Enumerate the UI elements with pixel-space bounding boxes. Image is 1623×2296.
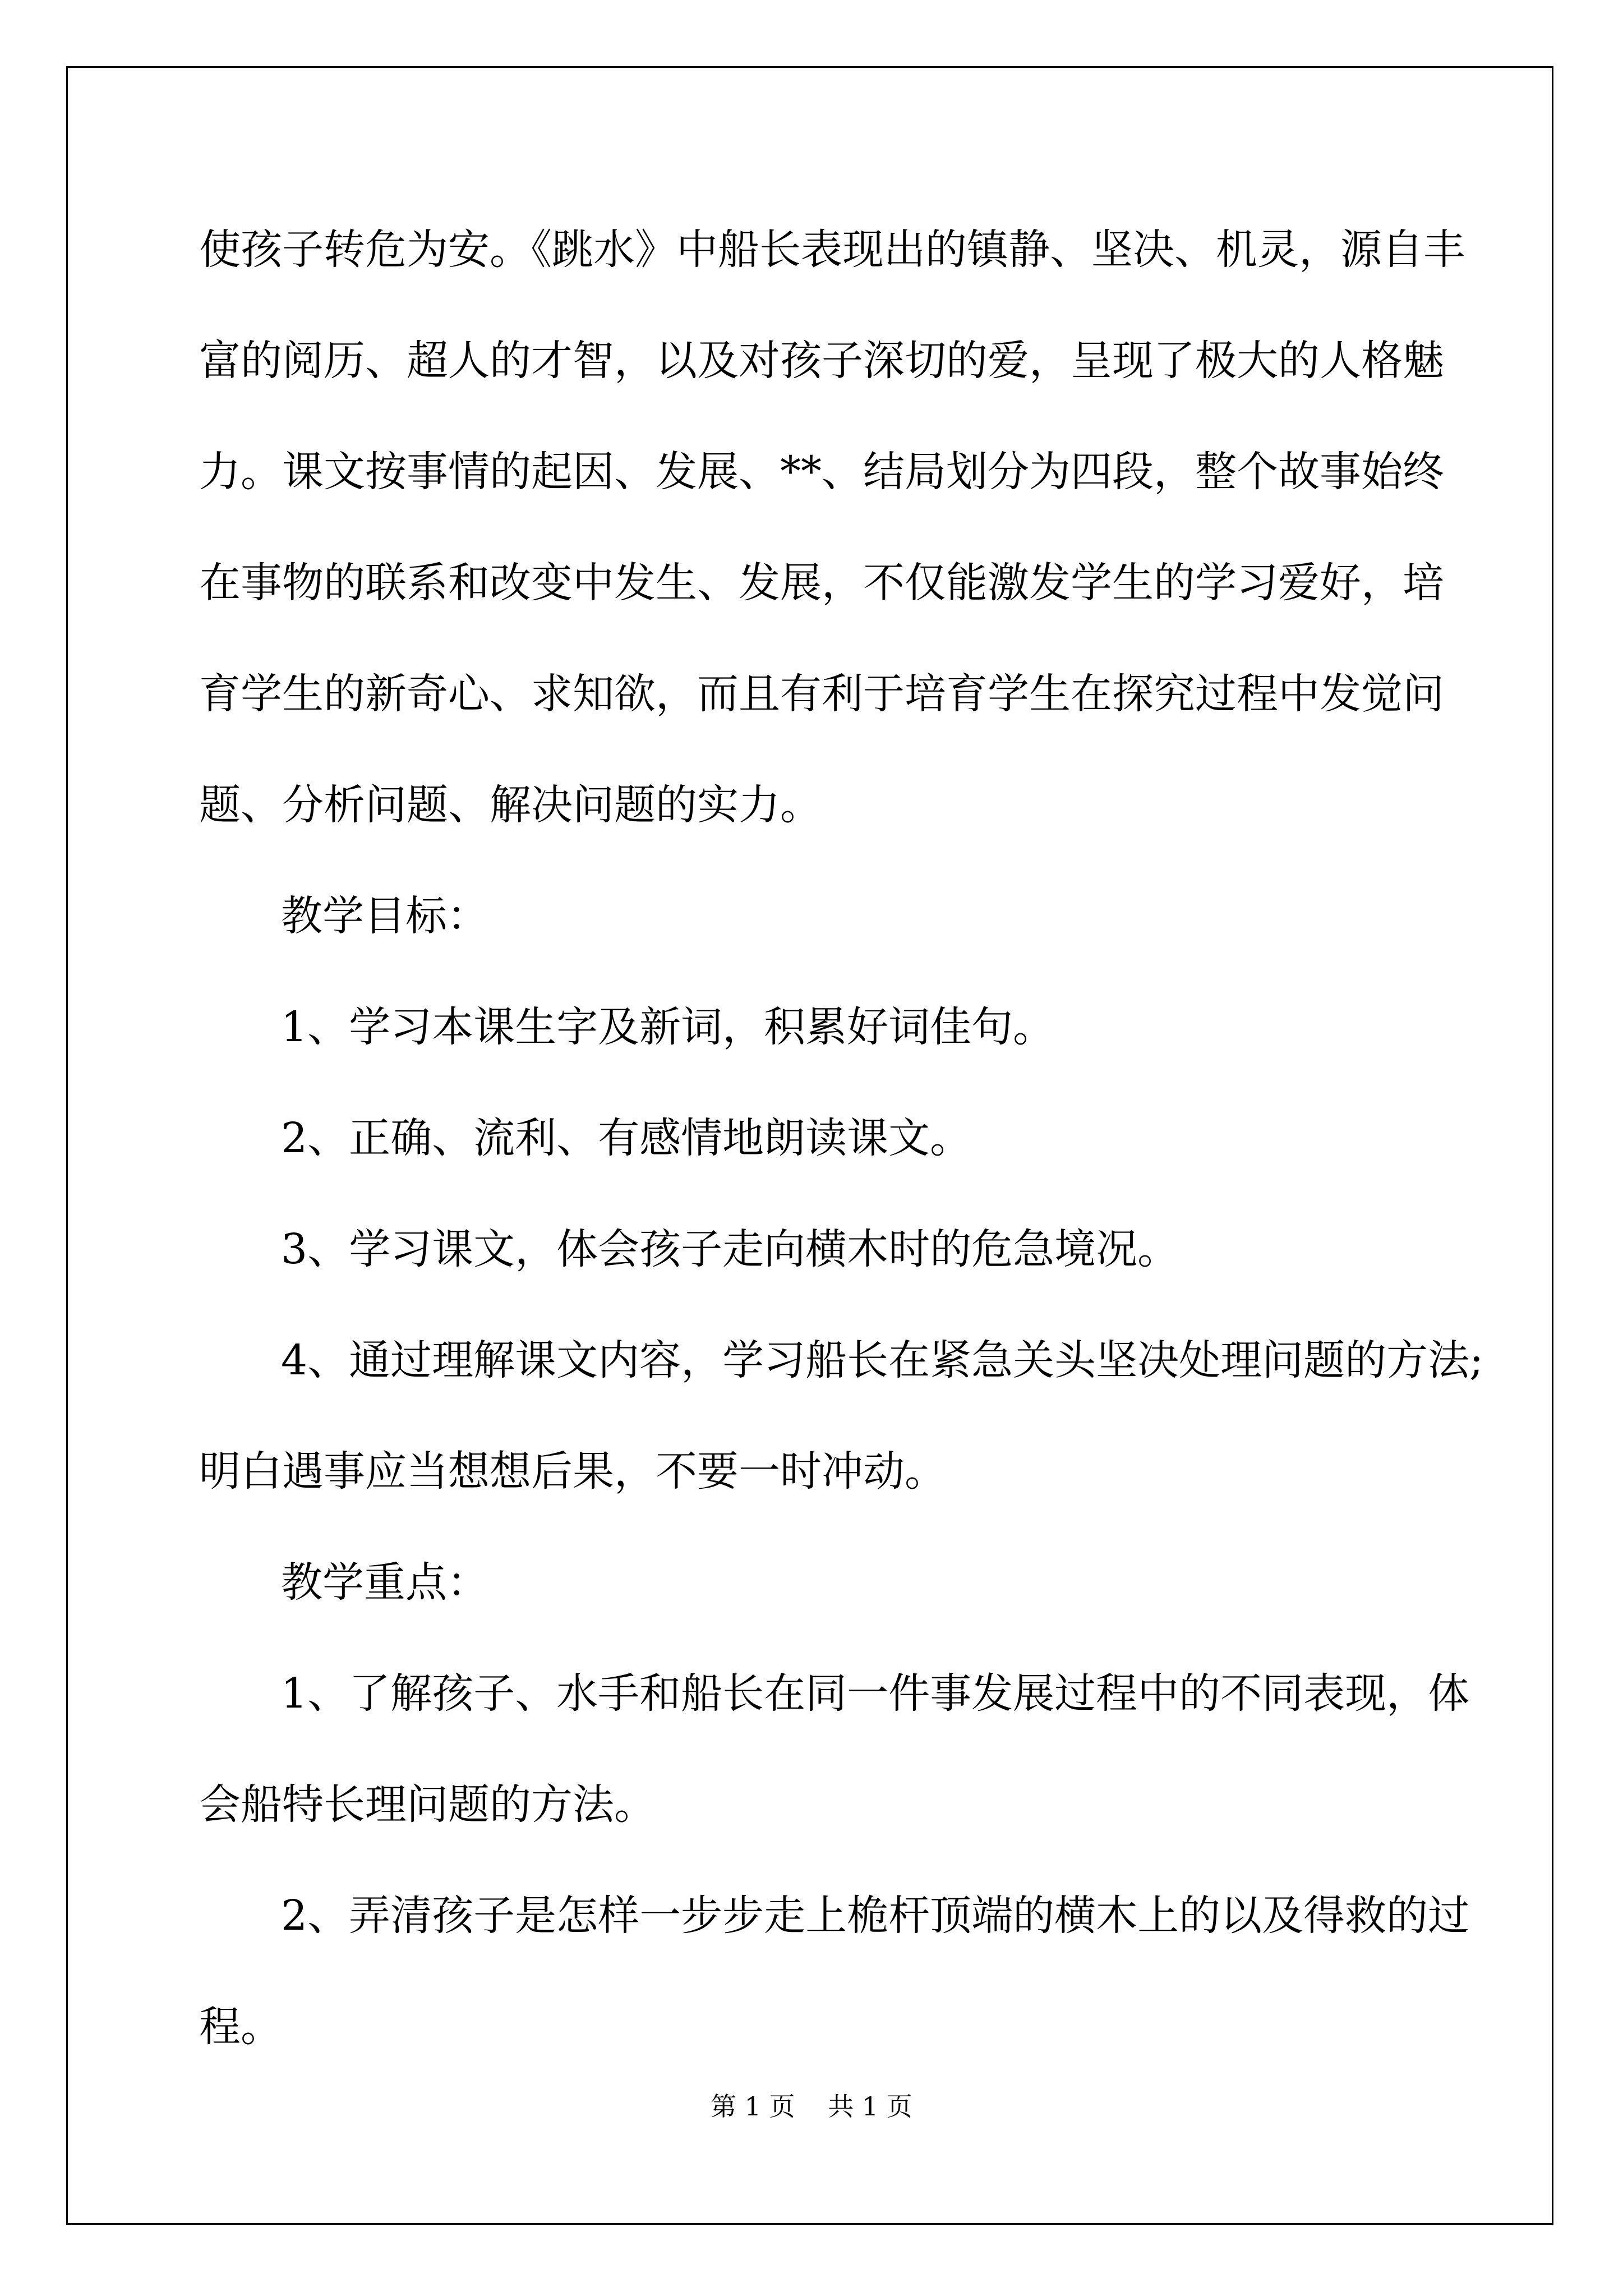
text-line: 明白遇事应当想想后果，不要一时冲动。 (199, 1447, 946, 1496)
page-footer (0, 2090, 1623, 2123)
text-line: 育学生的新奇心、求知欲，而且有利于培育学生在探究过程中发觉问 (199, 670, 1444, 718)
page-number: 第 1 页 (711, 2091, 795, 2122)
text-line: 富的阅历、超人的才智，以及对孩子深切的爱，呈现了极大的人格魅 (199, 337, 1444, 385)
objective-item: 4、通过理解课文内容，学习船长在紧急关头坚决处理问题的方法; (281, 1336, 1484, 1384)
objective-item: 2、正确、流利、有感情地朗读课文。 (281, 1114, 972, 1162)
section-heading-objectives: 教学目标： (281, 892, 488, 940)
text-line: 题、分析问题、解决问题的实力。 (199, 781, 822, 829)
text-line: 在事物的联系和改变中发生、发展，不仅能激发学生的学习爱好，培 (199, 559, 1444, 607)
text-line: 力。课文按事情的起因、发展、**、结局划分为四段，整个故事始终 (199, 448, 1444, 496)
page-total: 共 1 页 (828, 2091, 912, 2122)
key-point-item: 2、弄清孩子是怎样一步步走上桅杆顶端的横木上的以及得救的过 (281, 1892, 1470, 1940)
key-point-item: 1、了解孩子、水手和船长在同一件事发展过程中的不同表现，体 (281, 1669, 1470, 1718)
section-heading-key-points: 教学重点： (281, 1558, 488, 1607)
text-line: 使孩子转危为安。《跳水》中船长表现出的镇静、坚决、机灵，源自丰 (199, 226, 1465, 274)
text-line: 会船特长理问题的方法。 (199, 1780, 656, 1829)
text-line: 程。 (199, 2003, 282, 2051)
objective-item: 1、学习本课生字及新词，积累好词佳句。 (281, 1003, 1055, 1051)
objective-item: 3、学习课文，体会孩子走向横木时的危急境况。 (281, 1225, 1179, 1273)
